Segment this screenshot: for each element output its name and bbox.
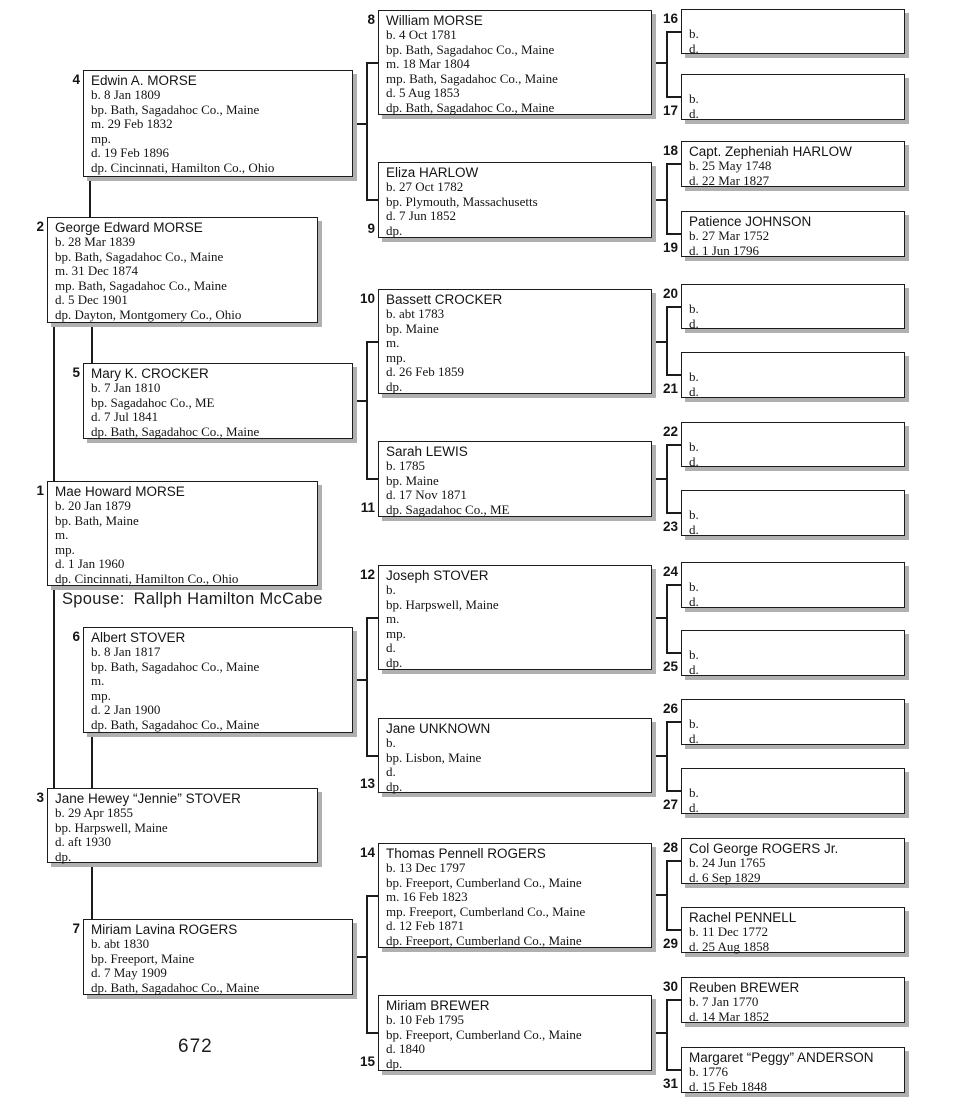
detail-line: d. 26 Feb 1859 <box>386 365 464 380</box>
person-box-30-reuben-brewer <box>662 977 905 1024</box>
detail-line: b. <box>689 786 699 800</box>
person-number: 13 <box>359 776 375 791</box>
person-number: 3 <box>36 790 44 805</box>
person-name: Mae Howard MORSE <box>55 484 185 499</box>
person-box-2-george-edward-morse <box>36 217 318 323</box>
detail-line: d. 15 Feb 1848 <box>689 1079 767 1094</box>
detail-line: d. 19 Feb 1896 <box>91 146 169 161</box>
person-name: Margaret “Peggy” ANDERSON <box>689 1050 874 1065</box>
detail-line: d. <box>689 662 699 677</box>
person-box-29-rachel-pennell <box>662 907 905 954</box>
person-name: Reuben BREWER <box>689 980 800 995</box>
person-number: 19 <box>662 240 678 255</box>
detail-line: b. 7 Jan 1770 <box>689 995 759 1009</box>
connector-line <box>651 62 667 64</box>
person-name <box>689 12 899 27</box>
person-name: Rachel PENNELL <box>689 910 797 925</box>
detail-line: mp. <box>91 688 111 703</box>
detail-line: bp. Bath, Sagadahoc Co., Maine <box>55 249 224 264</box>
detail-line: bp. Freeport, Cumberland Co., Maine <box>386 875 582 890</box>
detail-line: m. 18 Mar 1804 <box>386 57 470 72</box>
connector-line <box>666 790 681 792</box>
person-number: 2 <box>36 219 44 234</box>
person-name: Capt. Zepheniah HARLOW <box>689 144 852 159</box>
person-details <box>689 302 899 331</box>
detail-line: b. 13 Dec 1797 <box>386 861 466 875</box>
person-name <box>689 633 899 648</box>
person-details <box>689 995 899 1024</box>
person-box-8-william-morse <box>367 10 652 115</box>
person-name: Col George ROGERS Jr. <box>689 841 839 856</box>
person-box-12-joseph-stover <box>359 565 652 670</box>
detail-line: b. 4 Oct 1781 <box>386 28 457 42</box>
detail-line: d. 17 Nov 1871 <box>386 488 467 503</box>
person-name: George Edward MORSE <box>55 220 203 235</box>
person-name <box>689 493 899 508</box>
person-box-17-blank <box>662 74 905 121</box>
detail-line: mp. <box>55 542 75 557</box>
detail-line: b. 11 Dec 1772 <box>689 925 768 939</box>
detail-line: b. <box>386 583 396 597</box>
person-box-23-blank <box>662 490 905 537</box>
person-number: 12 <box>359 567 375 582</box>
detail-line: d. <box>689 106 699 121</box>
person-box-25-blank <box>662 630 905 677</box>
person-details <box>689 786 899 815</box>
person-number: 4 <box>72 72 80 87</box>
person-name: Joseph STOVER <box>386 568 489 583</box>
detail-line: b. <box>386 736 396 750</box>
person-box-19-patience-johnson <box>662 211 905 258</box>
detail-line: mp. <box>386 626 406 641</box>
detail-line: dp. Bath, Sagadahoc Co., Maine <box>91 424 260 439</box>
person-number: 21 <box>662 381 678 396</box>
connector-line <box>666 306 668 376</box>
connector-line <box>53 585 55 789</box>
person-details <box>689 925 899 954</box>
detail-line: b. 7 Jan 1810 <box>91 381 161 395</box>
connector-line <box>651 1032 667 1034</box>
detail-line: m. <box>386 612 400 627</box>
detail-line: mp. Freeport, Cumberland Co., Maine <box>386 904 586 919</box>
connector-line <box>666 163 668 234</box>
connector-line <box>651 755 667 757</box>
detail-line: b. <box>689 648 699 662</box>
person-details <box>689 508 899 537</box>
person-details <box>55 806 312 864</box>
detail-line: bp. Harpswell, Maine <box>386 597 499 612</box>
detail-line: bp. Bath, Sagadahoc Co., Maine <box>386 42 555 57</box>
person-name <box>689 355 899 370</box>
person-name <box>689 565 899 580</box>
connector-line <box>666 31 681 33</box>
person-details <box>689 159 899 188</box>
detail-line: b. <box>689 508 699 522</box>
detail-line: d. 14 Mar 1852 <box>689 1009 770 1024</box>
person-number: 10 <box>359 291 375 306</box>
connector-line <box>53 322 55 482</box>
person-details <box>689 229 899 258</box>
detail-line: b. 8 Jan 1817 <box>91 645 161 659</box>
detail-line: mp. Bath, Sagadahoc Co., Maine <box>386 71 558 86</box>
person-details <box>689 856 899 885</box>
detail-line: mp. <box>386 350 406 365</box>
detail-line: b. 1785 <box>386 459 425 473</box>
person-number: 11 <box>360 500 375 515</box>
detail-line: dp. Bath, Sagadahoc Co., Maine <box>386 100 555 115</box>
connector-line <box>366 62 368 201</box>
connector-line <box>666 444 681 446</box>
detail-line: d. 22 Mar 1827 <box>689 173 770 188</box>
connector-line <box>352 679 367 681</box>
detail-line: d. <box>689 731 699 746</box>
connector-line <box>666 96 681 98</box>
connector-line <box>666 233 681 235</box>
connector-line <box>666 999 668 1071</box>
detail-line: bp. Lisbon, Maine <box>386 750 482 765</box>
person-details <box>386 28 646 116</box>
connector-line <box>366 199 378 201</box>
connector-line <box>366 341 378 343</box>
person-box-24-blank <box>662 562 905 609</box>
detail-line: m. 16 Feb 1823 <box>386 890 468 905</box>
connector-line <box>666 163 681 165</box>
person-name: Jane UNKNOWN <box>386 721 491 736</box>
page-number: 672 <box>178 1036 213 1057</box>
detail-line: bp. Maine <box>386 321 439 336</box>
connector-line <box>651 617 667 619</box>
detail-line: b. <box>689 440 699 454</box>
person-box-13-jane-unknown <box>359 718 652 794</box>
connector-line <box>366 62 378 64</box>
detail-line: m. <box>386 336 400 351</box>
connector-line <box>366 895 378 897</box>
detail-line: d. 1840 <box>386 1042 425 1057</box>
detail-line: bp. Bath, Maine <box>55 513 139 528</box>
detail-line: bp. Plymouth, Massachusetts <box>386 194 538 209</box>
person-name <box>689 771 899 786</box>
connector-line <box>666 721 681 723</box>
person-details <box>689 717 899 746</box>
detail-line: d. 6 Sep 1829 <box>689 870 761 885</box>
person-number: 29 <box>662 936 678 951</box>
person-box-26-blank <box>662 699 905 746</box>
person-details <box>689 580 899 609</box>
person-details <box>386 459 646 517</box>
detail-line: b. 8 Jan 1809 <box>91 88 161 102</box>
person-name <box>689 702 899 717</box>
detail-line: m. 31 Dec 1874 <box>55 264 139 279</box>
detail-line: d. <box>689 454 699 469</box>
person-box-9-eliza-harlow <box>367 162 652 238</box>
connector-line <box>651 894 667 896</box>
person-details <box>91 937 347 995</box>
person-name: Mary K. CROCKER <box>91 366 209 381</box>
person-box-14-thomas-pennell-rogers <box>359 843 652 948</box>
detail-line: b. abt 1783 <box>386 307 445 321</box>
detail-line: b. <box>689 370 699 384</box>
detail-line: b. abt 1830 <box>91 937 150 951</box>
detail-line: b. 10 Feb 1795 <box>386 1013 464 1027</box>
detail-line: bp. Maine <box>386 473 439 488</box>
person-details <box>55 499 312 587</box>
person-box-15-miriam-brewer <box>359 995 652 1071</box>
person-number: 27 <box>662 797 678 812</box>
person-details <box>386 307 646 395</box>
connector-line <box>89 177 91 218</box>
detail-line: b. 20 Jan 1879 <box>55 499 131 513</box>
detail-line: dp. Sagadahoc Co., ME <box>386 502 510 517</box>
detail-line: dp. Bath, Sagadahoc Co., Maine <box>91 980 260 995</box>
person-number: 6 <box>72 629 80 644</box>
detail-line: d. 2 Jan 1900 <box>91 703 161 718</box>
person-box-31-margaret-peggy-anderson <box>662 1047 905 1094</box>
person-name: Jane Hewey “Jennie” STOVER <box>55 791 241 806</box>
person-name: Albert STOVER <box>91 630 186 645</box>
person-box-16-blank <box>662 9 905 56</box>
connector-line <box>666 31 668 98</box>
connector-line <box>666 374 681 376</box>
detail-line: d. <box>689 316 699 331</box>
detail-line: m. <box>91 674 105 689</box>
person-box-27-blank <box>662 768 905 815</box>
detail-line: d. aft 1930 <box>55 835 111 850</box>
person-box-28-col-george-rogers-jr <box>662 838 905 885</box>
person-number: 30 <box>662 979 678 994</box>
connector-line <box>366 617 378 619</box>
person-name: Edwin A. MORSE <box>91 73 197 88</box>
person-number: 1 <box>36 483 44 498</box>
detail-line: d. <box>386 641 396 656</box>
detail-line: d. <box>689 594 699 609</box>
connector-line <box>366 755 378 757</box>
person-number: 5 <box>72 365 80 380</box>
connector-line <box>666 999 681 1001</box>
detail-line: b. 1776 <box>689 1065 728 1079</box>
detail-line: dp. Freeport, Cumberland Co., Maine <box>386 933 582 948</box>
person-details <box>386 861 646 949</box>
connector-line <box>651 478 667 480</box>
detail-line: b. 28 Mar 1839 <box>55 235 136 249</box>
connector-line <box>666 584 681 586</box>
person-box-4-edwin-a-morse <box>72 70 353 177</box>
detail-line: dp. <box>386 1056 403 1071</box>
person-number: 23 <box>662 519 678 534</box>
detail-line: b. 27 Mar 1752 <box>689 229 770 243</box>
detail-line: b. <box>689 717 699 731</box>
person-details <box>689 370 899 399</box>
detail-line: d. <box>689 41 699 56</box>
person-number: 26 <box>662 701 678 716</box>
person-box-6-albert-stover <box>72 627 353 733</box>
detail-line: mp. <box>91 131 111 146</box>
detail-line: b. 25 May 1748 <box>689 159 772 173</box>
connector-line <box>366 1032 378 1034</box>
connector-line <box>651 341 667 343</box>
person-number: 24 <box>662 564 678 579</box>
person-number: 16 <box>662 11 678 26</box>
person-name: Thomas Pennell ROGERS <box>386 846 546 861</box>
detail-line: b. <box>689 92 699 106</box>
person-details <box>386 583 646 671</box>
detail-line: dp. <box>386 379 403 394</box>
detail-line: bp. Sagadahoc Co., ME <box>91 395 215 410</box>
detail-line: d. 5 Dec 1901 <box>55 293 128 308</box>
person-number: 20 <box>662 286 678 301</box>
person-name: Miriam Lavina ROGERS <box>91 922 238 937</box>
person-details <box>91 645 347 733</box>
connector-line <box>666 860 668 931</box>
connector-line <box>352 400 367 402</box>
person-number: 28 <box>662 840 678 855</box>
person-name: Eliza HARLOW <box>386 165 479 180</box>
detail-line: d. <box>689 384 699 399</box>
connector-line <box>352 123 367 125</box>
person-number: 8 <box>367 12 375 27</box>
person-box-7-miriam-lavina-rogers <box>72 919 353 995</box>
person-number: 9 <box>367 221 375 236</box>
connector-line <box>91 732 93 789</box>
connector-line <box>666 512 681 514</box>
detail-line: b. <box>689 27 699 41</box>
detail-line: d. 5 Aug 1853 <box>386 86 460 101</box>
connector-line <box>651 199 667 201</box>
person-number: 14 <box>359 845 375 860</box>
person-name <box>689 425 899 440</box>
connector-line <box>666 652 681 654</box>
connector-line <box>666 1069 681 1071</box>
detail-line: d. 12 Feb 1871 <box>386 919 464 934</box>
detail-line: m. 29 Feb 1832 <box>91 117 173 132</box>
detail-line: d. 1 Jun 1796 <box>689 243 760 258</box>
person-name: Bassett CROCKER <box>386 292 503 307</box>
detail-line: d. 7 May 1909 <box>91 966 167 981</box>
connector-line <box>666 584 668 654</box>
person-number: 18 <box>662 143 678 158</box>
detail-line: bp. Harpswell, Maine <box>55 820 168 835</box>
spouse-note <box>62 590 323 609</box>
detail-line: bp. Freeport, Maine <box>91 951 195 966</box>
person-number: 17 <box>662 103 678 118</box>
person-number: 15 <box>359 1054 375 1069</box>
detail-line: d. 1 Jan 1960 <box>55 557 125 572</box>
detail-line: d. 7 Jul 1841 <box>91 410 159 425</box>
person-box-18-capt-zepheniah-harlow <box>662 141 905 188</box>
person-box-11-sarah-lewis <box>360 441 652 517</box>
connector-line <box>366 341 368 480</box>
person-number: 25 <box>662 659 678 674</box>
person-box-21-blank <box>662 352 905 399</box>
detail-line: b. <box>689 302 699 316</box>
person-details <box>689 1065 899 1094</box>
connector-line <box>666 306 681 308</box>
person-number: 7 <box>72 921 80 936</box>
detail-line: m. <box>55 528 69 543</box>
detail-line: b. <box>689 580 699 594</box>
person-box-22-blank <box>662 422 905 469</box>
detail-line: b. 27 Oct 1782 <box>386 180 464 194</box>
spouse-label: Spouse: <box>62 590 125 608</box>
connector-line <box>666 929 681 931</box>
detail-line: dp. Dayton, Montgomery Co., Ohio <box>55 307 242 322</box>
person-name: William MORSE <box>386 13 483 28</box>
person-number: 22 <box>662 424 678 439</box>
detail-line: dp. Cincinnati, Hamilton Co., Ohio <box>55 571 239 586</box>
detail-line: d. <box>386 765 396 780</box>
person-box-3-jane-hewey-stover <box>36 788 318 864</box>
person-name: Patience JOHNSON <box>689 214 812 229</box>
detail-line: b. 29 Apr 1855 <box>55 806 133 820</box>
detail-line: dp. <box>386 779 403 794</box>
detail-line: d. <box>689 800 699 815</box>
person-name <box>689 77 899 92</box>
person-number: 31 <box>662 1076 678 1091</box>
detail-line: b. 24 Jun 1765 <box>689 856 766 870</box>
connector-line <box>666 444 668 514</box>
person-box-10-bassett-crocker <box>359 289 652 394</box>
person-details <box>91 88 347 176</box>
detail-line: dp. Cincinnati, Hamilton Co., Ohio <box>91 160 275 175</box>
detail-line: dp. <box>55 849 72 864</box>
detail-line: bp. Bath, Sagadahoc Co., Maine <box>91 102 260 117</box>
detail-line: mp. Bath, Sagadahoc Co., Maine <box>55 278 227 293</box>
detail-line: dp. <box>386 223 403 238</box>
detail-line: d. 25 Aug 1858 <box>689 939 770 954</box>
connector-line <box>91 322 93 364</box>
person-details <box>689 27 899 56</box>
detail-line: bp. Freeport, Cumberland Co., Maine <box>386 1027 582 1042</box>
connector-line <box>352 956 367 958</box>
person-box-20-blank <box>662 284 905 331</box>
detail-line: dp. Bath, Sagadahoc Co., Maine <box>91 717 260 732</box>
person-details <box>689 648 899 677</box>
person-details <box>91 381 347 439</box>
detail-line: d. 7 Jun 1852 <box>386 209 457 224</box>
person-details <box>386 736 646 794</box>
person-details <box>386 180 646 238</box>
detail-line: bp. Bath, Sagadahoc Co., Maine <box>91 659 260 674</box>
person-details <box>689 440 899 469</box>
detail-line: d. <box>689 522 699 537</box>
person-name: Miriam BREWER <box>386 998 490 1013</box>
person-box-1-mae-howard-morse <box>36 481 318 586</box>
detail-line: dp. <box>386 655 403 670</box>
connector-line <box>366 478 378 480</box>
person-name: Sarah LEWIS <box>386 444 468 459</box>
connector-line <box>366 617 368 756</box>
connector-line <box>366 895 368 1034</box>
person-details <box>386 1013 646 1071</box>
person-details <box>55 235 312 323</box>
person-details <box>689 92 899 121</box>
connector-line <box>666 860 681 862</box>
spouse-name: Rallph Hamilton McCabe <box>133 590 323 608</box>
connector-line <box>666 721 668 792</box>
connector-line <box>91 862 93 920</box>
person-box-5-mary-k-crocker <box>72 363 353 439</box>
person-name <box>689 287 899 302</box>
